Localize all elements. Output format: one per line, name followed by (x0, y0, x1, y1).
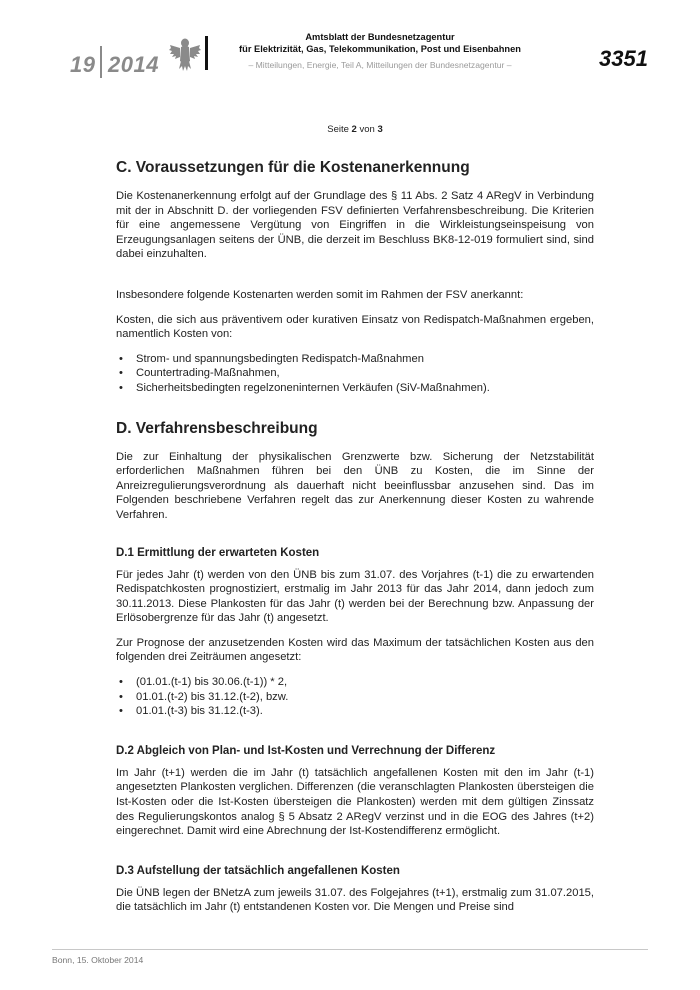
footer-divider (52, 949, 648, 950)
list-item: • Strom- und spannungsbedingten Redispatch-Maßnahmen (116, 352, 594, 367)
section-c-paragraph-1: Die Kostenanerkennung erfolgt auf der Grundlage des § 11 Abs. 2 Satz 4 ARegV in Verbindung mit der in Abschnitt D. der vorliegenden FSV definierten Verfahrensbeschreibung. Die Kriterien für eine angemessene Vergütung von Eingriffen in die Wirkleistungseinspeisung von Erzeugungsanlagen seitens der ÜNB, die derzeit im Beschluss BK8-12-019 formuliert sind, sind dabei einzuhalten. (116, 190, 594, 261)
issue-number (70, 46, 159, 78)
gazette-title-line1: Amtsblatt der Bundesnetzagentur (305, 32, 455, 42)
section-d2-heading: D.2 Abgleich von Plan- und Ist-Kosten und Verrechnung der Differenz (116, 744, 496, 757)
section-c-paragraph-2: Insbesondere folgende Kostenarten werden somit im Rahmen der FSV anerkannt: (116, 288, 524, 301)
federal-eagle-icon (168, 35, 202, 75)
issue-divider (100, 46, 102, 78)
section-d1-paragraph-2: Zur Prognose der anzusetzenden Kosten wird das Maximum der tatsächlichen Kosten aus den folgenden drei Zeiträumen angesetzt: (116, 636, 594, 664)
section-c-heading: C. Voraussetzungen für die Kostenanerkennung (116, 159, 470, 176)
page-number: 3351 (599, 46, 648, 71)
section-d1-heading: D.1 Ermittlung der erwarteten Kosten (116, 546, 320, 559)
section-d-paragraph-1: Die zur Einhaltung der physikalischen Grenzwerte bzw. Sicherung der Netzstabilität erforderlichen Maßnahmen führen bei den ÜNB zu Kosten, die im Sinne der Anreizregulierungsverordnung als dauerhaft nicht beeinflussbar anzusehen sind. Das im Folgenden beschriebene Verfahren regelt das zur Anerkennung dieser Kosten zu wahrende Verfahren. (116, 450, 594, 521)
issue-year: 2014 (108, 52, 159, 77)
header-divider (205, 36, 208, 70)
list-item: • 01.01.(t-3) bis 31.12.(t-3). (116, 704, 594, 719)
page-indicator-current: 2 (351, 124, 357, 135)
section-d3-paragraph-1: Die ÜNB legen der BNetzA zum jeweils 31.07. des Folgejahres (t+1), erstmalig zum 31.07.2015, die tatsächlich im Jahr (t) entstandenen Kosten vor. Die Mengen und Preise sind (116, 886, 594, 914)
issue-number-value: 19 (70, 52, 96, 77)
page-indicator (116, 124, 594, 135)
list-item: • Countertrading-Maßnahmen, (116, 366, 594, 381)
section-c-paragraph-3: Kosten, die sich aus präventivem oder kurativen Einsatz von Redispatch-Maßnahmen ergeben, namentlich Kosten von: (116, 313, 594, 341)
section-d2-paragraph-1: Im Jahr (t+1) werden die im Jahr (t) tatsächlich angefallenen Kosten mit den im Jahr (t-1) angesetzten Plankosten verglichen. Differenzen (die veranschlagten Plankosten übersteigen die Ist-Kosten oder die Ist-Kosten übersteigen die Plankosten) werden mit dem gültigen Zinssatz des Regulierungskontos analog § 5 Absatz 2 ARegV verzinst und in die EOG des Jahres (t+2) eingerechnet. Damit wird eine Abrechnung der Ist-Kostendifferenz ermöglicht. (116, 766, 594, 838)
section-d1-paragraph-1: Für jedes Jahr (t) werden von den ÜNB bis zum 31.07. des Vorjahres (t-1) die zu erwartenden Redispatchkosten prognostiziert, erstmalig im Jahr 2013 für das Jahr 2014, dann jedoch zum 30.11.2013. Diese Plankosten für das Jahr (t) werden bei der Berechnung bzw. Anpassung der Erlösobergrenze für das Jahr (t) angesetzt. (116, 568, 594, 625)
section-d-heading: D. Verfahrensbeschreibung (116, 419, 318, 437)
gazette-title-line2: für Elektrizität, Gas, Telekommunikation, Post und Eisenbahnen (239, 43, 521, 54)
page-indicator-middle: von (356, 124, 378, 135)
list-item: • Sicherheitsbedingten regelzoneninternen Verkäufen (SiV-Maßnahmen). (116, 381, 594, 396)
document-body (116, 124, 594, 925)
section-d1-period-list (116, 675, 594, 719)
footer-date: Bonn, 15. Oktober 2014 (52, 955, 144, 965)
section-d3-heading: D.3 Aufstellung der tatsächlich angefallenen Kosten (116, 864, 400, 877)
page-indicator-prefix: Seite (327, 124, 352, 135)
list-item: • (01.01.(t-1) bis 30.06.(t-1)) * 2, (116, 675, 594, 690)
gazette-subtitle: – Mitteilungen, Energie, Teil A, Mitteilungen der Bundesnetzagentur – (248, 60, 512, 70)
list-item: • 01.01.(t-2) bis 31.12.(t-2), bzw. (116, 690, 594, 705)
section-c-cost-list (116, 352, 594, 396)
page-indicator-total: 3 (377, 124, 383, 135)
gazette-title (215, 32, 545, 55)
